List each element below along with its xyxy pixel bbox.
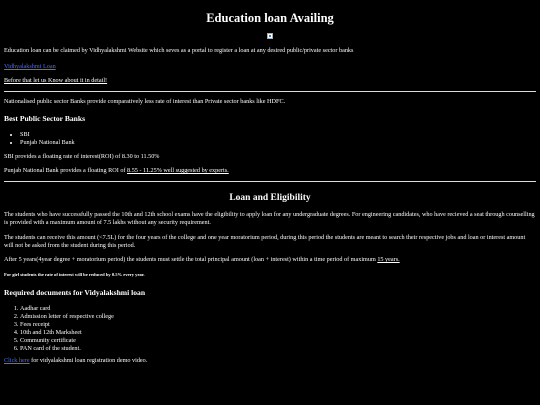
before-apply-link[interactable]: Before that let us Know about it in detail!	[4, 77, 108, 84]
sbi-rate-block	[4, 153, 536, 161]
page-title: Education loan Availing	[206, 11, 334, 25]
nationalised-block	[4, 98, 536, 106]
settle-years: 15 years.	[377, 256, 400, 263]
list-item: 2. Admission letter of respective college	[20, 313, 536, 321]
pnb-rate-prefix: Punjab National Bank provides a floating ROI of	[4, 167, 128, 174]
intro-text: Education loan can be claimed by Vidhyalakshmi Website which seves as a portal to register a loan at any desired public/private sector banks	[4, 47, 354, 54]
vidhyalakshmi-loan-link[interactable]: Vidhyalakshmi Loan	[4, 63, 56, 70]
broken-image-icon	[267, 33, 273, 39]
divider-2	[4, 181, 536, 182]
divider-1-wrap	[4, 91, 536, 92]
list-item: 4. 10th and 12th Marksheet	[20, 329, 536, 337]
list-item: • Punjab National Bank	[20, 139, 536, 147]
moratorium-text: The students can receive this amount (<7.5L) for the four years of the college and one year moratorium period, during this period the students are meant to search their respective jobs and loan or interest amount will not be asked from the student during this period.	[4, 234, 526, 250]
girls-note-text: For girl students the rate of interest will be reduced by 0.5% every year.	[4, 272, 145, 277]
best-banks-heading: Best Public Sector Banks	[4, 114, 86, 123]
demo-video-text	[4, 357, 536, 365]
list-item: 6. PAN card of the student.	[20, 345, 536, 353]
divider-1	[4, 91, 536, 92]
banks-list-wrap	[4, 131, 536, 147]
sbi-rate-text: SBI provides a floating rate of interest(ROI) of 8.30 to 11.50%	[4, 153, 160, 160]
docs-heading-wrap	[4, 288, 536, 298]
settle-block	[4, 256, 536, 264]
girls-note-block	[4, 272, 536, 278]
settle-prefix: After 5 years(4year degree + moratorium period) the students must settle the total principal amount (loan + interest) within a time period of maximum	[4, 256, 378, 263]
pnb-rate-text	[4, 167, 536, 175]
moratorium-block	[4, 234, 536, 250]
list-item: 5. Community certificate	[20, 337, 536, 345]
pnb-rate-link[interactable]: 8.55 - 11.25% well suggested by experts.	[127, 167, 229, 174]
before-apply-link-row	[4, 77, 536, 85]
banner-image-holder	[4, 33, 536, 40]
pnb-rate-block	[4, 167, 536, 175]
settle-text	[4, 256, 536, 264]
vidhyalakshmi-link-row	[4, 63, 536, 71]
click-here-link[interactable]: Click here	[4, 357, 30, 364]
loan-heading-wrap	[4, 192, 536, 204]
documents-list	[4, 305, 536, 353]
nationalised-text: Nationalised public sector Banks provide comparatively less rate of interest than Private sector banks like HDFC.	[4, 98, 286, 105]
documents-list-wrap	[4, 305, 536, 353]
demo-video-suffix: for vidyalakshmi loan registration demo video.	[29, 357, 148, 364]
list-item: 1. Aadhar card	[20, 305, 536, 313]
loan-eligibility-heading: Loan and Eligibility	[229, 193, 311, 203]
list-item: 3. Fees receipt	[20, 321, 536, 329]
banks-list	[4, 131, 536, 147]
docs-heading: Required documents for Vidyalakshmi loan	[4, 288, 146, 297]
divider-2-wrap	[4, 181, 536, 182]
eligibility-text: The students who have successfully passed the 10th and 12th school exams have the eligibility to apply loan for any undergraduate degrees. For engineering candidates, who have recieved a seat through counselling is provided with a maximum amount of 7.5 lakhs without any security requirement.	[4, 211, 535, 227]
demo-video-block	[4, 357, 536, 365]
list-item: • SBI	[20, 131, 536, 139]
intro-block	[4, 47, 536, 55]
eligibility-block	[4, 211, 536, 227]
best-banks-heading-wrap	[4, 114, 536, 124]
